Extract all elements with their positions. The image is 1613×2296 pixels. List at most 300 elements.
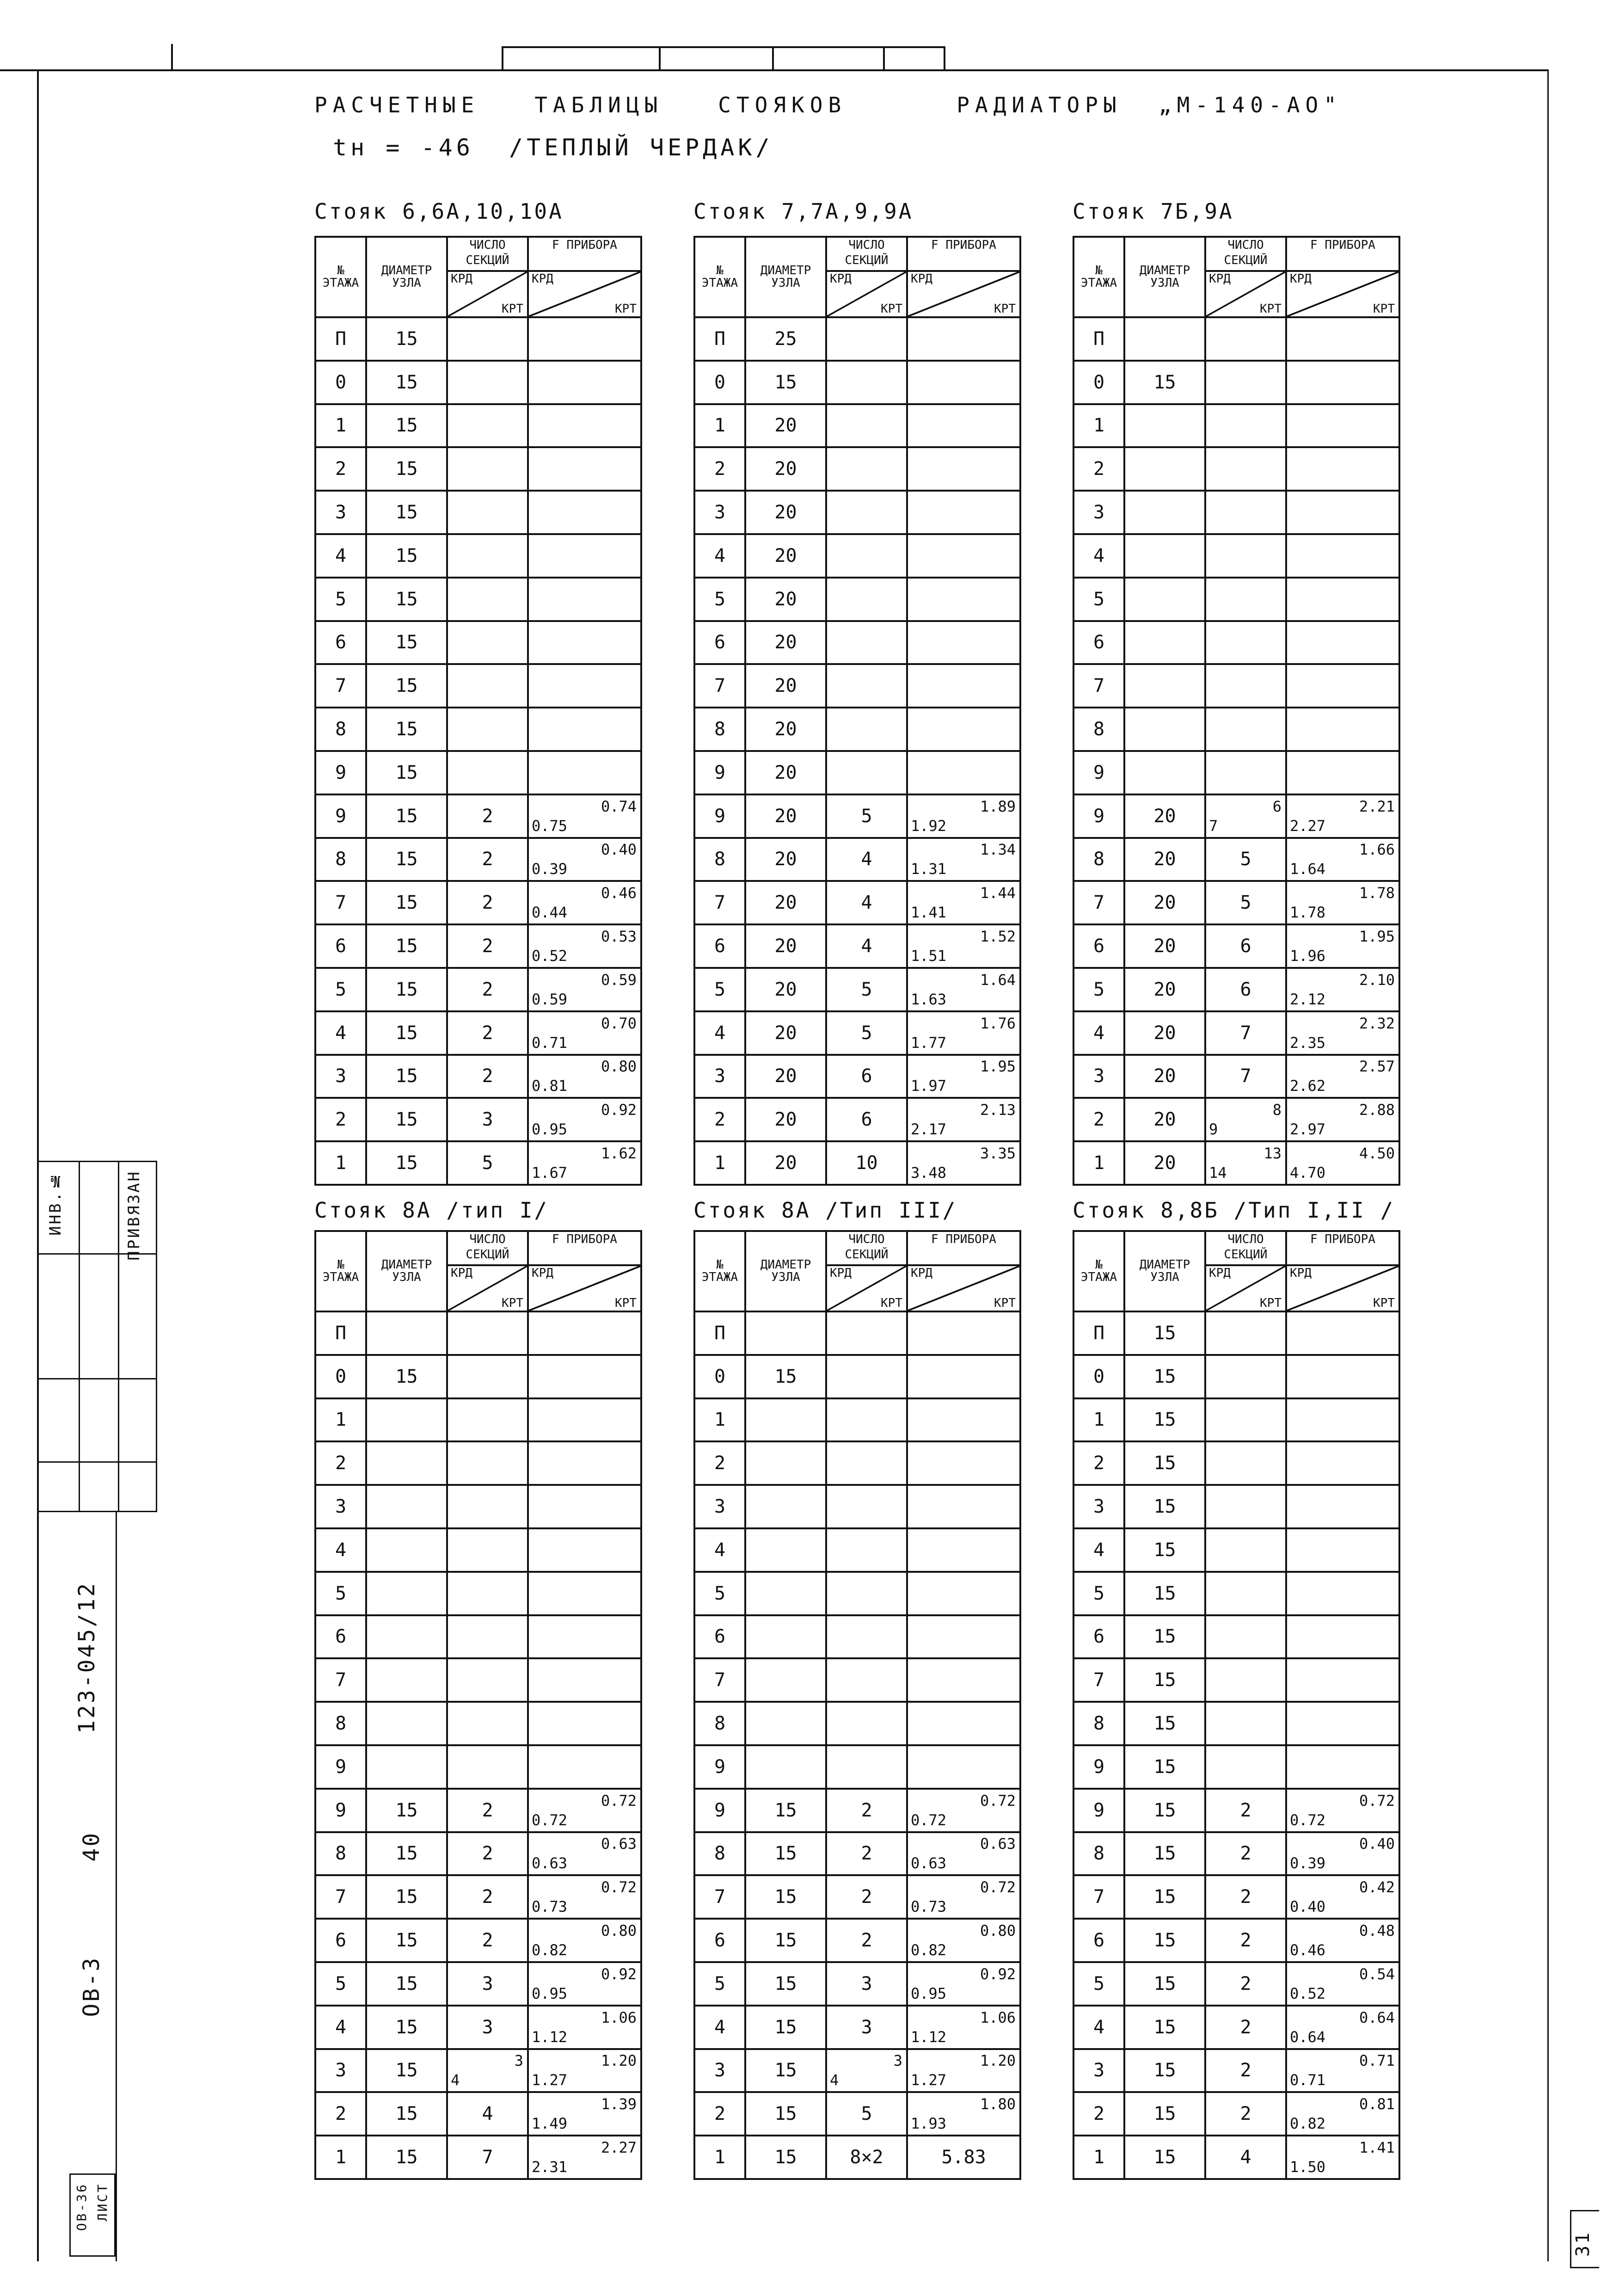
floor-cell: П xyxy=(315,1311,366,1355)
diameter-cell xyxy=(745,1572,826,1615)
table-caption: Стояк 6,6А,10,10А xyxy=(314,199,564,224)
floor-cell: 4 xyxy=(1073,2006,1124,2049)
table-row xyxy=(1073,1055,1399,1098)
header-sections xyxy=(447,237,528,317)
sections-cell: 2 xyxy=(447,1055,528,1098)
area-krt: 2.57 xyxy=(1359,1058,1395,1076)
area-krt: 2.27 xyxy=(601,2139,637,2157)
table-row xyxy=(315,1098,641,1141)
header-area-label: F ПРИБОРА xyxy=(908,238,1019,272)
area-krd: 1.49 xyxy=(532,2115,568,2133)
sections-cell xyxy=(447,708,528,751)
header-sections-krt: КРТ xyxy=(502,1296,523,1310)
sections-krt: 8 xyxy=(1272,1101,1282,1119)
floor-cell: 8 xyxy=(315,838,366,881)
header-diameter: ДИАМЕТР УЗЛА xyxy=(366,1231,447,1311)
table-row xyxy=(315,664,641,708)
area-cell xyxy=(907,968,1020,1011)
header-sections xyxy=(826,1231,907,1311)
series-number: 40 xyxy=(79,1831,104,1862)
area-cell xyxy=(907,924,1020,968)
area-krd: 1.27 xyxy=(911,2071,947,2089)
table-row xyxy=(694,1528,1020,1572)
diameter-cell: 15 xyxy=(1124,2092,1205,2136)
diameter-cell: 20 xyxy=(745,1055,826,1098)
table-row xyxy=(694,751,1020,794)
diameter-cell: 15 xyxy=(1124,2136,1205,2179)
diameter-cell: 15 xyxy=(366,1011,447,1055)
floor-cell: 3 xyxy=(315,1485,366,1528)
table-row xyxy=(694,968,1020,1011)
frame-tick xyxy=(171,44,173,69)
floor-cell: 5 xyxy=(1073,578,1124,621)
header-diameter: ДИАМЕТР УЗЛА xyxy=(1124,1231,1205,1311)
table-row xyxy=(315,317,641,361)
floor-cell: 3 xyxy=(1073,1485,1124,1528)
table-row xyxy=(1073,838,1399,881)
table-row xyxy=(315,1745,641,1789)
sections-cell xyxy=(826,1702,907,1745)
area-cell xyxy=(1286,2136,1399,2179)
area-krd: 1.31 xyxy=(911,860,947,878)
sections-cell: 4 xyxy=(447,2092,528,2136)
area-krt: 1.41 xyxy=(1359,2139,1395,2157)
riser-table xyxy=(1073,1230,1400,2180)
table-header-row xyxy=(1073,237,1399,317)
floor-cell: 7 xyxy=(694,881,745,924)
area-cell xyxy=(1286,1658,1399,1702)
area-krd: 1.78 xyxy=(1290,904,1326,922)
diameter-cell: 15 xyxy=(366,361,447,404)
header-area xyxy=(528,1231,641,1311)
diameter-cell: 20 xyxy=(1124,881,1205,924)
area-cell xyxy=(907,1485,1020,1528)
area-cell xyxy=(528,794,641,838)
table-caption: Стояк 8,8Б /Тип I,II / xyxy=(1073,1198,1395,1223)
sections-cell: 2 xyxy=(1205,2049,1286,2093)
floor-cell: 1 xyxy=(694,2136,745,2179)
area-krd: 1.97 xyxy=(911,1077,947,1095)
table-row xyxy=(694,1311,1020,1355)
sections-cell: 3 xyxy=(826,1962,907,2006)
sections-cell xyxy=(1205,621,1286,665)
area-krd: 1.64 xyxy=(1290,860,1326,878)
area-cell xyxy=(1286,1441,1399,1485)
diameter-cell xyxy=(1124,578,1205,621)
table-row xyxy=(694,1441,1020,1485)
table-row xyxy=(1073,1572,1399,1615)
area-krt: 0.53 xyxy=(601,928,637,946)
area-krt: 1.06 xyxy=(980,2008,1016,2026)
area-cell xyxy=(1286,1141,1399,1185)
area-cell xyxy=(528,1572,641,1615)
floor-cell: 6 xyxy=(694,1615,745,1659)
sections-cell xyxy=(1205,361,1286,404)
area-krt: 1.62 xyxy=(601,1145,637,1163)
diameter-cell: 15 xyxy=(745,1875,826,1919)
sections-cell xyxy=(826,751,907,794)
table-row xyxy=(694,1962,1020,2006)
header-area-krd: КРД xyxy=(1290,1266,1312,1280)
diameter-cell xyxy=(745,1615,826,1659)
floor-cell: 5 xyxy=(1073,1572,1124,1615)
diameter-cell: 15 xyxy=(366,924,447,968)
sections-cell xyxy=(1205,1745,1286,1789)
diameter-cell: 15 xyxy=(745,2136,826,2179)
table-row xyxy=(694,1875,1020,1919)
floor-cell: 9 xyxy=(315,1789,366,1832)
diameter-cell xyxy=(366,1485,447,1528)
table-row xyxy=(315,1141,641,1185)
floor-cell: 0 xyxy=(315,1355,366,1398)
floor-cell: П xyxy=(1073,317,1124,361)
area-krt: 1.95 xyxy=(980,1058,1016,1076)
area-cell: 5.83 xyxy=(907,2136,1020,2179)
header-sections-label: ЧИСЛО СЕКЦИЙ xyxy=(1206,1232,1285,1266)
sections-cell: 2 xyxy=(1205,1962,1286,2006)
floor-cell: 8 xyxy=(1073,1832,1124,1876)
sections-cell: 10 xyxy=(826,1141,907,1185)
table-row xyxy=(694,1485,1020,1528)
area-cell xyxy=(1286,578,1399,621)
sheet-code: ОВ-36 xyxy=(74,2183,89,2231)
diameter-cell: 15 xyxy=(1124,1919,1205,1962)
floor-cell: 3 xyxy=(694,1485,745,1528)
area-krt: 0.71 xyxy=(1359,2052,1395,2070)
floor-cell: 4 xyxy=(315,534,366,578)
area-krd: 0.64 xyxy=(1290,2028,1326,2046)
area-krt: 3.35 xyxy=(980,1145,1016,1163)
area-krt: 1.52 xyxy=(980,928,1016,946)
sections-cell: 2 xyxy=(447,838,528,881)
area-cell xyxy=(1286,2006,1399,2049)
sections-cell xyxy=(447,1528,528,1572)
header-area-krt: КРТ xyxy=(994,302,1016,316)
table-row xyxy=(315,404,641,448)
table-header-row xyxy=(315,237,641,317)
header-area-label: F ПРИБОРА xyxy=(1287,1232,1398,1266)
diameter-cell xyxy=(1124,534,1205,578)
floor-cell: 9 xyxy=(315,794,366,838)
floor-cell: 7 xyxy=(315,1875,366,1919)
area-cell xyxy=(528,447,641,491)
diameter-cell: 15 xyxy=(1124,1615,1205,1659)
table-row xyxy=(694,1919,1020,1962)
sections-krd: 14 xyxy=(1209,1164,1227,1182)
area-krd: 0.73 xyxy=(911,1898,947,1916)
diameter-cell: 20 xyxy=(745,794,826,838)
area-cell xyxy=(1286,1615,1399,1659)
sections-cell xyxy=(447,447,528,491)
table-row xyxy=(1073,404,1399,448)
diameter-cell: 20 xyxy=(745,404,826,448)
table-row xyxy=(315,1355,641,1398)
table-row xyxy=(1073,1962,1399,2006)
table-row xyxy=(315,968,641,1011)
riser-table xyxy=(693,1230,1021,2180)
sections-krd: 4 xyxy=(451,2071,460,2089)
table-row xyxy=(694,1658,1020,1702)
header-area-krt: КРТ xyxy=(1373,1296,1395,1310)
diameter-cell: 15 xyxy=(1124,1702,1205,1745)
table-row xyxy=(694,1098,1020,1141)
diameter-cell: 15 xyxy=(366,1962,447,2006)
area-krt: 2.21 xyxy=(1359,797,1395,815)
diameter-cell: 15 xyxy=(366,1789,447,1832)
floor-cell: 8 xyxy=(694,1832,745,1876)
area-cell xyxy=(1286,1832,1399,1876)
diameter-cell: 25 xyxy=(745,317,826,361)
floor-cell: 5 xyxy=(694,1572,745,1615)
diameter-cell: 20 xyxy=(745,1098,826,1141)
floor-cell: 5 xyxy=(1073,1962,1124,2006)
diameter-cell: 15 xyxy=(366,491,447,534)
header-sections-krt: КРТ xyxy=(881,1296,902,1310)
area-cell xyxy=(1286,404,1399,448)
table-row xyxy=(1073,664,1399,708)
area-cell xyxy=(528,1141,641,1185)
diameter-cell: 15 xyxy=(366,578,447,621)
floor-cell: 6 xyxy=(315,1615,366,1659)
area-cell xyxy=(1286,794,1399,838)
area-cell xyxy=(907,1355,1020,1398)
header-floor: № ЭТАЖА xyxy=(1073,1231,1124,1311)
sections-cell xyxy=(1205,1311,1286,1355)
area-cell xyxy=(528,1702,641,1745)
area-krd: 1.93 xyxy=(911,2115,947,2133)
area-krd: 1.27 xyxy=(532,2071,568,2089)
table-row xyxy=(1073,751,1399,794)
floor-cell: 6 xyxy=(694,621,745,665)
sections-cell: 5 xyxy=(447,1141,528,1185)
floor-cell: 0 xyxy=(694,361,745,404)
diameter-cell: 15 xyxy=(1124,1832,1205,1876)
area-krt: 1.64 xyxy=(980,971,1016,989)
area-cell xyxy=(907,2006,1020,2049)
sections-cell xyxy=(826,621,907,665)
header-floor: № ЭТАЖА xyxy=(315,237,366,317)
table-row xyxy=(315,1528,641,1572)
area-krd: 0.44 xyxy=(532,904,568,922)
diameter-cell xyxy=(745,1745,826,1789)
floor-cell: 5 xyxy=(694,968,745,1011)
area-cell xyxy=(528,968,641,1011)
area-krt: 0.46 xyxy=(601,884,637,902)
floor-cell: 7 xyxy=(1073,664,1124,708)
table-row xyxy=(1073,1745,1399,1789)
floor-cell: 2 xyxy=(694,447,745,491)
table-row xyxy=(694,1615,1020,1659)
header-area-krd: КРД xyxy=(911,1266,932,1280)
table-row xyxy=(694,924,1020,968)
floor-cell: 7 xyxy=(315,664,366,708)
area-cell xyxy=(528,1962,641,2006)
area-cell xyxy=(907,1441,1020,1485)
diameter-cell: 20 xyxy=(1124,1098,1205,1141)
area-cell xyxy=(907,2049,1020,2093)
area-cell xyxy=(1286,751,1399,794)
diameter-cell xyxy=(366,1572,447,1615)
diameter-cell xyxy=(1124,317,1205,361)
sections-cell: 2 xyxy=(1205,1875,1286,1919)
area-cell xyxy=(907,361,1020,404)
area-krd: 0.59 xyxy=(532,990,568,1008)
floor-cell: 7 xyxy=(315,1658,366,1702)
header-sections xyxy=(826,237,907,317)
title-block-divider xyxy=(772,46,774,69)
area-cell xyxy=(907,838,1020,881)
table-row xyxy=(1073,534,1399,578)
sections-cell xyxy=(1205,317,1286,361)
table-row xyxy=(1073,317,1399,361)
diameter-cell: 15 xyxy=(366,1832,447,1876)
sections-krt: 3 xyxy=(514,2052,523,2070)
area-krd: 0.82 xyxy=(911,1941,947,1959)
area-cell xyxy=(1286,317,1399,361)
sections-cell xyxy=(826,1572,907,1615)
table-row xyxy=(694,404,1020,448)
sections-cell xyxy=(447,1572,528,1615)
table-row xyxy=(315,708,641,751)
area-cell xyxy=(907,404,1020,448)
sections-cell: 2 xyxy=(447,1875,528,1919)
area-cell xyxy=(528,361,641,404)
area-cell xyxy=(907,1098,1020,1141)
table-row xyxy=(315,794,641,838)
area-cell xyxy=(528,664,641,708)
riser-table xyxy=(693,236,1021,1186)
floor-cell: 8 xyxy=(694,838,745,881)
floor-cell: 7 xyxy=(315,881,366,924)
table-row xyxy=(1073,2006,1399,2049)
sections-cell xyxy=(1205,578,1286,621)
table-row xyxy=(315,1572,641,1615)
area-cell xyxy=(528,1311,641,1355)
header-area-krt: КРТ xyxy=(615,1296,637,1310)
table-row xyxy=(1073,1658,1399,1702)
diameter-cell: 15 xyxy=(1124,1485,1205,1528)
diameter-cell: 15 xyxy=(1124,1962,1205,2006)
area-krd: 3.48 xyxy=(911,1164,947,1182)
table-row xyxy=(1073,794,1399,838)
area-cell xyxy=(1286,1055,1399,1098)
header-area-krd: КРД xyxy=(532,1266,553,1280)
sections-cell: 2 xyxy=(1205,1789,1286,1832)
diameter-cell: 15 xyxy=(745,1789,826,1832)
table-header-row xyxy=(694,1231,1020,1311)
diameter-cell: 20 xyxy=(745,751,826,794)
area-cell xyxy=(528,2092,641,2136)
riser-table xyxy=(1073,236,1400,1186)
sections-cell xyxy=(1205,1485,1286,1528)
sections-cell xyxy=(1205,1141,1286,1185)
area-cell xyxy=(1286,361,1399,404)
floor-cell: 4 xyxy=(1073,1528,1124,1572)
area-krt: 1.20 xyxy=(601,2052,637,2070)
floor-cell: 1 xyxy=(1073,1398,1124,1442)
area-cell xyxy=(528,1875,641,1919)
table-row xyxy=(1073,2049,1399,2093)
table-row xyxy=(1073,968,1399,1011)
sections-cell: 2 xyxy=(447,968,528,1011)
area-krd: 2.12 xyxy=(1290,990,1326,1008)
sections-cell xyxy=(826,1441,907,1485)
diameter-cell: 20 xyxy=(1124,794,1205,838)
area-krd: 1.41 xyxy=(911,904,947,922)
area-krd: 1.96 xyxy=(1290,947,1326,965)
table-row xyxy=(315,447,641,491)
table-row xyxy=(694,1141,1020,1185)
area-krt: 1.80 xyxy=(980,2095,1016,2113)
area-krt: 2.32 xyxy=(1359,1014,1395,1032)
sections-cell: 2 xyxy=(447,1011,528,1055)
area-krd: 0.63 xyxy=(911,1854,947,1872)
stamp-line xyxy=(79,1161,80,1512)
floor-cell: 2 xyxy=(1073,1441,1124,1485)
floor-cell: 0 xyxy=(1073,1355,1124,1398)
sections-cell: 6 xyxy=(1205,924,1286,968)
area-krt: 0.72 xyxy=(1359,1791,1395,1810)
sections-cell xyxy=(447,404,528,448)
area-cell xyxy=(528,534,641,578)
floor-cell: 5 xyxy=(694,578,745,621)
floor-cell: 5 xyxy=(694,1962,745,2006)
diameter-cell: 20 xyxy=(1124,1141,1205,1185)
floor-cell: 1 xyxy=(315,1141,366,1185)
area-krt: 0.63 xyxy=(601,1835,637,1853)
diameter-cell: 15 xyxy=(366,404,447,448)
area-krd: 0.82 xyxy=(1290,2115,1326,2133)
area-cell xyxy=(907,621,1020,665)
area-krt: 0.92 xyxy=(980,1965,1016,1983)
stamp-line xyxy=(118,1161,119,1512)
diameter-cell: 15 xyxy=(366,1098,447,1141)
area-krt: 0.54 xyxy=(1359,1965,1395,1983)
area-cell xyxy=(1286,708,1399,751)
header-area xyxy=(1286,237,1399,317)
sections-cell xyxy=(447,578,528,621)
floor-cell: 6 xyxy=(315,924,366,968)
sections-cell xyxy=(1205,404,1286,448)
table-row xyxy=(694,794,1020,838)
table-row xyxy=(315,621,641,665)
area-krt: 1.76 xyxy=(980,1014,1016,1032)
area-cell xyxy=(1286,621,1399,665)
diameter-cell: 15 xyxy=(1124,1658,1205,1702)
sections-cell: 7 xyxy=(447,2136,528,2179)
area-cell xyxy=(907,1702,1020,1745)
area-krt: 1.78 xyxy=(1359,884,1395,902)
area-krt: 1.20 xyxy=(980,2052,1016,2070)
diameter-cell: 20 xyxy=(745,447,826,491)
floor-cell: 0 xyxy=(1073,361,1124,404)
floor-cell: 3 xyxy=(1073,2049,1124,2093)
floor-cell: 9 xyxy=(694,1745,745,1789)
table-row xyxy=(315,2092,641,2136)
diameter-cell xyxy=(366,1658,447,1702)
area-cell xyxy=(1286,534,1399,578)
table-row xyxy=(694,1055,1020,1098)
diameter-cell: 15 xyxy=(745,361,826,404)
sections-cell xyxy=(447,1745,528,1789)
area-cell xyxy=(907,1311,1020,1355)
area-krd: 0.81 xyxy=(532,1077,568,1095)
sections-cell xyxy=(826,404,907,448)
sheet-label: ЛИСТ xyxy=(95,2183,110,2222)
diameter-cell xyxy=(745,1658,826,1702)
floor-cell: П xyxy=(315,317,366,361)
table-row xyxy=(1073,708,1399,751)
